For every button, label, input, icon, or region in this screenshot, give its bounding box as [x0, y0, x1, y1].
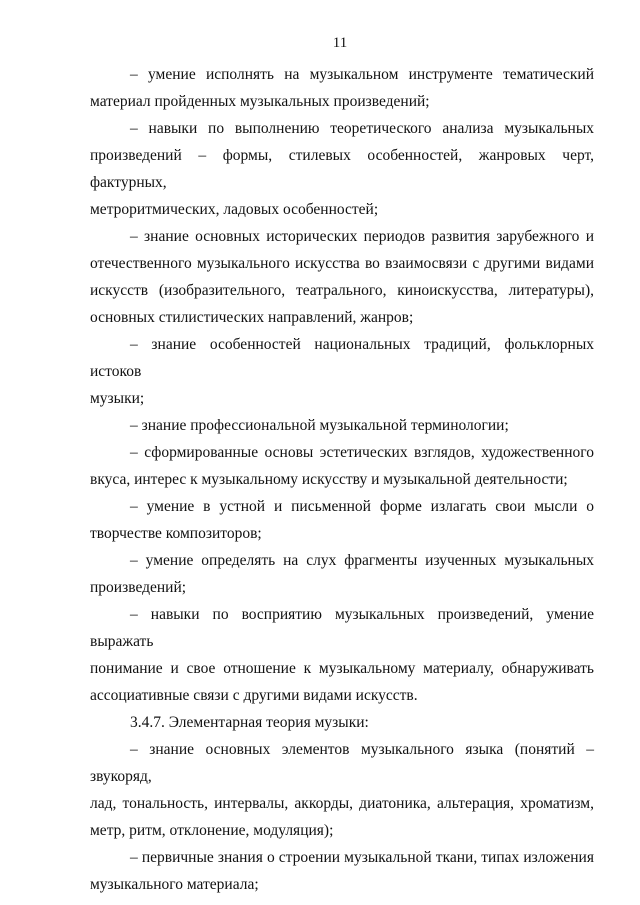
- section-heading: [90, 709, 594, 736]
- page-number: 11: [332, 35, 348, 51]
- text-line: основных стилистических направлений, жанров;: [90, 309, 414, 326]
- list-item: [90, 412, 594, 439]
- text-line: произведений;: [90, 579, 187, 596]
- text-line: – знание профессиональной музыкальной терминологии;: [130, 417, 509, 434]
- list-item: [90, 844, 594, 898]
- text-line: – знание особенностей национальных традиций, фольклорных истоков: [90, 336, 594, 380]
- text-line: – сформированные основы эстетических взглядов, художественного: [130, 444, 594, 461]
- text-line: музыкального материала;: [90, 876, 259, 893]
- text-line: 3.4.7. Элементарная теория музыки:: [130, 714, 369, 731]
- text-line: – знание основных исторических периодов развития зарубежного и: [130, 228, 594, 245]
- text-line: понимание и свое отношение к музыкальному материалу, обнаруживать: [90, 660, 594, 677]
- text-line: – навыки по выполнению теоретического анализа музыкальных: [130, 120, 594, 137]
- text-line: вкуса, интерес к музыкальному искусству и музыкальной деятельности;: [90, 471, 568, 488]
- text-line: метр, ритм, отклонение, модуляция);: [90, 822, 334, 839]
- text-line: метроритмических, ладовых особенностей;: [90, 201, 379, 218]
- list-item: [90, 331, 594, 412]
- text-line: произведений – формы, стилевых особенностей, жанровых черт, фактурных,: [90, 147, 594, 191]
- text-line: музыки;: [90, 390, 145, 407]
- text-line: – первичные знания о строении музыкальной ткани, типах изложения: [130, 849, 594, 866]
- list-item: [90, 493, 594, 547]
- list-item: [90, 61, 594, 115]
- text-line: лад, тональность, интервалы, аккорды, диатоника, альтерация, хроматизм,: [90, 795, 594, 812]
- text-line: материал пройденных музыкальных произведений;: [90, 93, 430, 110]
- text-line: отечественного музыкального искусства во взаимосвязи с другими видами: [90, 255, 594, 272]
- list-item: [90, 736, 594, 844]
- list-item: [90, 439, 594, 493]
- list-item: [90, 223, 594, 331]
- text-line: искусств (изобразительного, театрального, киноискусства, литературы),: [90, 282, 594, 299]
- list-item: [90, 115, 594, 223]
- text-line: ассоциативные связи с другими видами искусств.: [90, 687, 418, 704]
- list-item: [90, 547, 594, 601]
- list-item: [90, 601, 594, 709]
- text-line: – умение в устной и письменной форме излагать свои мысли о: [130, 498, 594, 515]
- document-body: [90, 61, 594, 898]
- text-line: – знание основных элементов музыкального языка (понятий – звукоряд,: [90, 741, 594, 785]
- text-line: – навыки по восприятию музыкальных произведений, умение выражать: [90, 606, 594, 650]
- text-line: творчестве композиторов;: [90, 525, 262, 542]
- text-line: – умение определять на слух фрагменты изученных музыкальных: [130, 552, 594, 569]
- text-line: – умение исполнять на музыкальном инструменте тематический: [130, 66, 594, 83]
